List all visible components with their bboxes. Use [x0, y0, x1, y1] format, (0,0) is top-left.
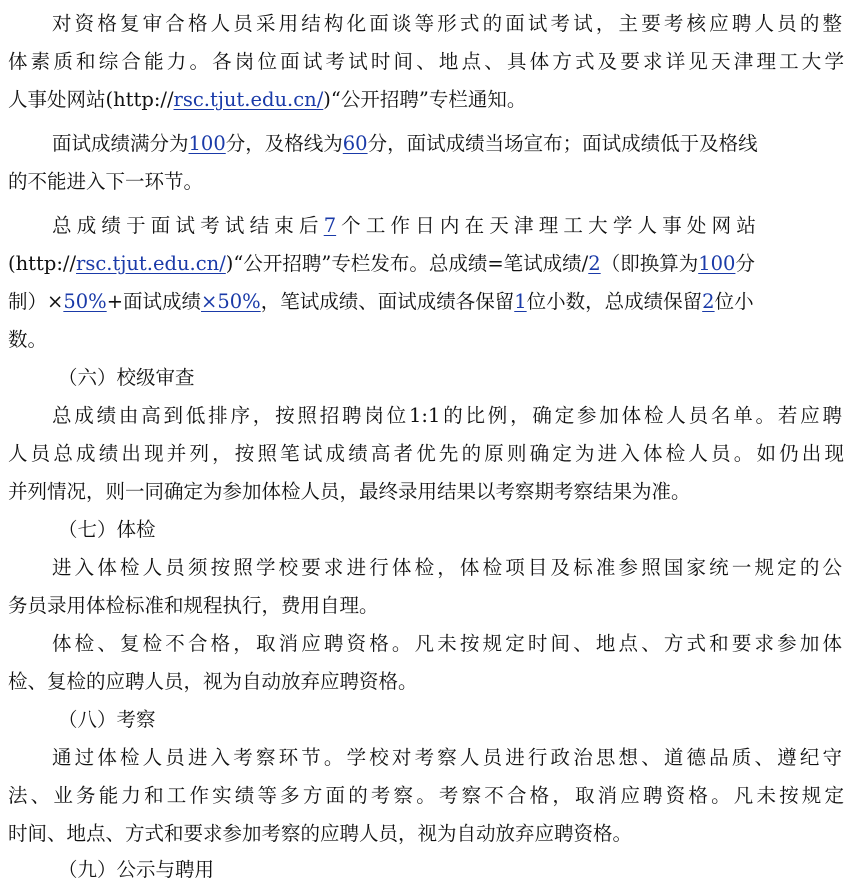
s6-line1: 总成绩由高到低排序，按照招聘岗位1:1的比例，确定参加体检人员名单。若应聘: [52, 404, 842, 427]
s6-line3: 并列情况，则一同确定为参加体检人员，最终录用结果以考察期考察结果为准。: [8, 480, 691, 503]
p2-line2: 的不能进入下一环节。: [8, 170, 204, 193]
section-7-heading: （七）体检: [58, 518, 156, 541]
pass-line-value: 60: [342, 132, 368, 155]
hr-website-link[interactable]: rsc.tjut.edu.cn/: [173, 88, 324, 111]
section-9-heading: （九）公示与聘用: [58, 858, 215, 881]
p3-line4: 数。: [8, 328, 48, 351]
p1-line3: 人事处网站(http://rsc.tjut.edu.cn/)“公开招聘”专栏通知。: [8, 88, 527, 111]
full-score-value: 100: [188, 132, 226, 155]
s7-line2: 务员录用体检标准和规程执行，费用自理。: [8, 594, 379, 617]
p2-line1: 面试成绩满分为100分，及格线为60分，面试成绩当场宣布；面试成绩低于及格线: [52, 132, 758, 155]
s7-line1: 进入体检人员须按照学校要求进行体检，体检项目及标准参照国家统一规定的公: [52, 556, 842, 579]
s7-line3: 体检、复检不合格，取消应聘资格。凡未按规定时间、地点、方式和要求参加体: [52, 632, 842, 655]
s8-line2: 法、业务能力和工作实绩等多方面的考察。考察不合格，取消应聘资格。凡未按规定: [8, 784, 844, 807]
section-8-heading: （八）考察: [58, 708, 156, 731]
p3-line2: (http://rsc.tjut.edu.cn/)“公开招聘”专栏发布。总成绩=笔试成绩/2（即换算为100分: [8, 252, 755, 275]
p1-line1: 对资格复审合格人员采用结构化面谈等形式的面试考试，主要考核应聘人员的整: [52, 12, 842, 35]
s8-line3: 时间、地点、方式和要求参加考察的应聘人员，视为自动放弃应聘资格。: [8, 822, 633, 845]
working-days-value: 7: [323, 214, 337, 237]
p3-line1: 总成绩于面试考试结束后7 个工作日内在天津理工大学人事处网站: [52, 214, 762, 237]
s8-line1: 通过体检人员进入考察环节。学校对考察人员进行政治思想、道德品质、遵纪守: [52, 746, 842, 769]
section-6-heading: （六）校级审查: [58, 366, 195, 389]
s6-line2: 人员总成绩出现并列，按照笔试成绩高者优先的原则确定为进入体检人员。如仍出现: [8, 442, 844, 465]
s7-line4: 检、复检的应聘人员，视为自动放弃应聘资格。: [8, 670, 418, 693]
p3-line3: 制）×50%+面试成绩×50%，笔试成绩、面试成绩各保留1位小数，总成绩保留2位小: [8, 290, 754, 313]
hr-website-link-2[interactable]: rsc.tjut.edu.cn/: [76, 252, 226, 275]
p1-line2: 体素质和综合能力。各岗位面试考试时间、地点、具体方式及要求详见天津理工大学: [8, 50, 844, 73]
